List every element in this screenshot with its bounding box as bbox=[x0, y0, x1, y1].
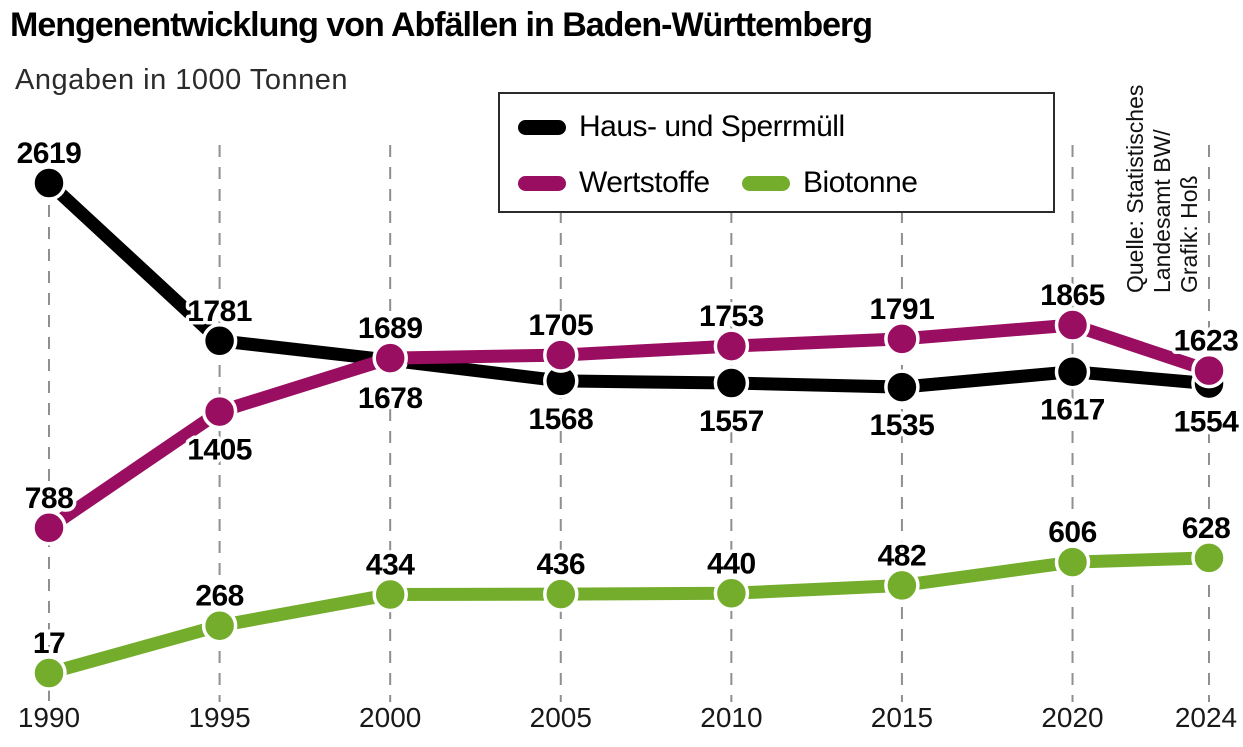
legend bbox=[498, 92, 1055, 213]
data-point-wertstoffe-2024 bbox=[1193, 355, 1225, 387]
data-point-biotonne-1990 bbox=[33, 657, 65, 689]
data-point-haus-und-sperrm-ll-2015 bbox=[886, 371, 918, 403]
value-label-wertstoffe-2005: 1705 bbox=[528, 309, 594, 343]
legend-swatch-wertstoffe bbox=[518, 176, 566, 191]
value-label-haus-und-sperrm-ll-2020: 1617 bbox=[1040, 393, 1105, 427]
value-label-wertstoffe-2010: 1753 bbox=[699, 300, 764, 334]
data-point-biotonne-2000 bbox=[374, 579, 406, 611]
value-label-wertstoffe-2015: 1791 bbox=[869, 292, 935, 326]
value-label-biotonne-2010: 440 bbox=[707, 547, 756, 581]
x-axis-label-1995: 1995 bbox=[188, 702, 251, 733]
data-point-biotonne-2020 bbox=[1057, 546, 1089, 578]
chart-subtitle: Angaben in 1000 Tonnen bbox=[15, 64, 348, 96]
x-axis-label-1990: 1990 bbox=[17, 702, 81, 733]
source-line-1: Quelle: Statistisches bbox=[1122, 84, 1148, 293]
value-label-haus-und-sperrm-ll-2005: 1568 bbox=[528, 402, 594, 436]
value-label-biotonne-2020: 606 bbox=[1048, 516, 1097, 550]
value-label-biotonne-1995: 268 bbox=[195, 579, 244, 613]
data-point-wertstoffe-2005 bbox=[545, 339, 577, 371]
value-label-haus-und-sperrm-ll-2024: 1554 bbox=[1173, 405, 1239, 439]
legend-label-biotonne: Biotonne bbox=[803, 166, 918, 199]
x-axis-label-2000: 2000 bbox=[359, 702, 422, 733]
data-point-biotonne-1995 bbox=[204, 610, 236, 642]
value-label-haus-und-sperrm-ll-2015: 1535 bbox=[869, 409, 935, 443]
data-point-biotonne-2015 bbox=[886, 569, 918, 601]
value-label-wertstoffe-2024: 1623 bbox=[1173, 324, 1239, 358]
value-label-wertstoffe-1995: 1405 bbox=[187, 433, 252, 467]
data-point-wertstoffe-1990 bbox=[33, 512, 65, 544]
source-line-2: Landesamt BW/ bbox=[1149, 129, 1175, 293]
data-point-biotonne-2010 bbox=[715, 577, 747, 609]
legend-swatch-haus-und-sperrmuell bbox=[518, 120, 566, 135]
x-axis-label-2020: 2020 bbox=[1041, 702, 1104, 733]
value-label-haus-und-sperrm-ll-2000: 1678 bbox=[357, 382, 423, 416]
data-point-haus-und-sperrm-ll-1990 bbox=[33, 167, 65, 199]
x-axis-labels-group bbox=[18, 702, 1237, 733]
legend-item-wertstoffe bbox=[518, 166, 710, 200]
legend-item-haus-und-sperrmuell bbox=[518, 110, 845, 144]
point-labels-group bbox=[17, 137, 1240, 660]
x-axis-label-2010: 2010 bbox=[700, 702, 763, 733]
value-label-wertstoffe-2020: 1865 bbox=[1040, 279, 1105, 312]
x-axis-label-2024: 2024 bbox=[1174, 702, 1238, 733]
data-point-wertstoffe-2010 bbox=[715, 330, 747, 362]
value-label-wertstoffe-1990: 788 bbox=[24, 481, 74, 515]
legend-label-wertstoffe: Wertstoffe bbox=[579, 166, 710, 199]
data-point-haus-und-sperrm-ll-1995 bbox=[204, 325, 236, 357]
value-label-wertstoffe-2000: 1689 bbox=[357, 312, 423, 346]
data-point-haus-und-sperrm-ll-2020 bbox=[1057, 356, 1089, 388]
source-line-3: Grafik: Hoß bbox=[1176, 175, 1202, 293]
x-axis-label-2015: 2015 bbox=[870, 702, 934, 733]
data-point-haus-und-sperrm-ll-2010 bbox=[715, 367, 747, 399]
data-point-biotonne-2024 bbox=[1193, 542, 1225, 574]
value-label-haus-und-sperrm-ll-1995: 1781 bbox=[187, 294, 252, 328]
value-label-biotonne-2005: 436 bbox=[536, 548, 586, 582]
chart-title: Mengenentwicklung von Abfällen in Baden-Württemberg bbox=[10, 6, 873, 44]
data-point-wertstoffe-2015 bbox=[886, 323, 918, 355]
x-axis-label-2005: 2005 bbox=[529, 702, 592, 733]
legend-item-biotonne bbox=[742, 166, 917, 200]
data-point-wertstoffe-2000 bbox=[374, 342, 406, 374]
value-label-haus-und-sperrm-ll-2010: 1557 bbox=[699, 405, 764, 438]
value-label-biotonne-1990: 17 bbox=[32, 627, 66, 660]
value-label-biotonne-2015: 482 bbox=[877, 539, 927, 573]
data-point-biotonne-2005 bbox=[545, 578, 577, 610]
legend-swatch-biotonne bbox=[742, 176, 790, 191]
legend-label-haus-und-sperrmuell: Haus- und Sperrmüll bbox=[579, 110, 845, 143]
value-label-haus-und-sperrm-ll-1990: 2619 bbox=[16, 137, 82, 170]
value-label-biotonne-2024: 628 bbox=[1181, 511, 1231, 545]
source-credit bbox=[1122, 85, 1202, 293]
data-point-wertstoffe-1995 bbox=[204, 396, 236, 428]
value-label-biotonne-2000: 434 bbox=[365, 548, 415, 582]
data-point-wertstoffe-2020 bbox=[1057, 309, 1089, 341]
